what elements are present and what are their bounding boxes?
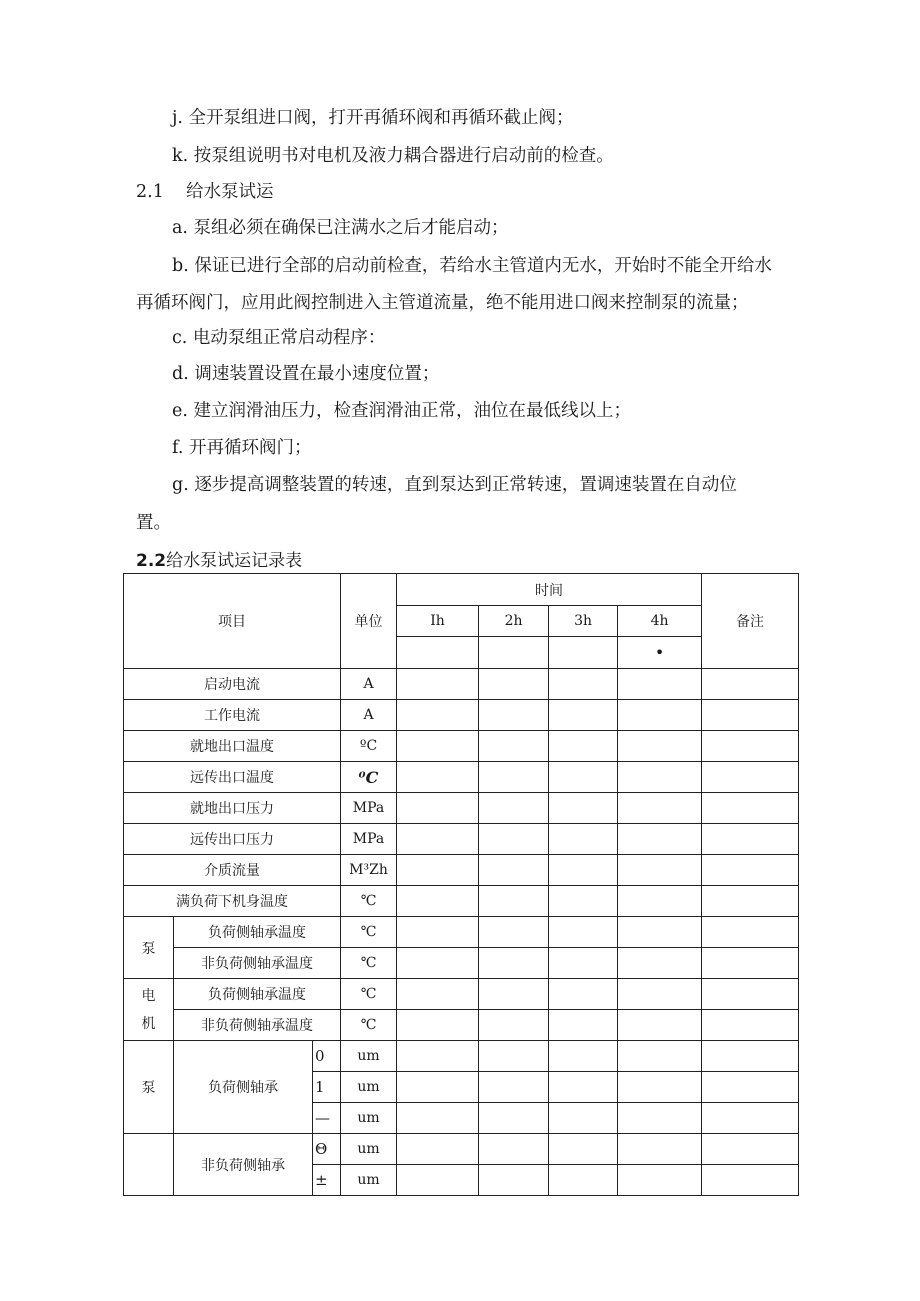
cell[interactable]	[397, 637, 479, 669]
cell[interactable]	[479, 886, 549, 917]
vib-nonload-group-cell	[124, 1134, 174, 1196]
header-dot: •	[618, 637, 702, 669]
cell[interactable]	[479, 855, 549, 886]
cell[interactable]	[479, 731, 549, 762]
cell[interactable]	[618, 762, 702, 793]
cell[interactable]	[549, 1010, 618, 1041]
cell[interactable]	[397, 1010, 479, 1041]
cell[interactable]	[618, 979, 702, 1010]
cell[interactable]	[618, 1041, 702, 1072]
vib-nonload-label: 非负荷侧轴承	[174, 1134, 313, 1196]
vib-pump-load-label: 负荷侧轴承	[174, 1041, 313, 1134]
row-unit: A	[341, 700, 397, 731]
row-unit: ℃	[341, 1010, 397, 1041]
row-unit: um	[341, 1041, 397, 1072]
trial-run-record-table	[123, 573, 799, 1196]
cell[interactable]	[618, 1103, 702, 1134]
row-unit: ℃	[341, 886, 397, 917]
pump-group-label: 泵	[124, 917, 174, 979]
motor-group-label: 电 机	[124, 979, 174, 1041]
cell[interactable]	[549, 1134, 618, 1165]
cell[interactable]	[549, 824, 618, 855]
table-title-text: 给水泵试运记录表	[166, 551, 303, 571]
cell[interactable]	[479, 824, 549, 855]
header-hour-3: 3h	[549, 606, 618, 637]
cell[interactable]	[397, 762, 479, 793]
cell[interactable]	[549, 979, 618, 1010]
row-unit: A	[341, 669, 397, 700]
table-row	[124, 1041, 799, 1072]
cell[interactable]	[397, 824, 479, 855]
cell[interactable]	[702, 1103, 799, 1134]
cell[interactable]	[618, 1134, 702, 1165]
table-row	[124, 762, 799, 793]
cell[interactable]	[702, 1165, 799, 1196]
cell[interactable]	[549, 700, 618, 731]
cell[interactable]	[618, 731, 702, 762]
cell[interactable]	[618, 1165, 702, 1196]
header-time: 时间	[397, 574, 702, 606]
cell[interactable]	[549, 793, 618, 824]
vib-symbol: —	[313, 1103, 341, 1134]
cell[interactable]	[397, 700, 479, 731]
vib-symbol: 1	[313, 1072, 341, 1103]
table-row	[124, 886, 799, 917]
section-2-1-heading	[136, 180, 274, 204]
header-hour-2: 2h	[479, 606, 549, 637]
cell[interactable]	[549, 637, 618, 669]
row-unit: ℃	[341, 979, 397, 1010]
cell[interactable]	[702, 793, 799, 824]
vib-symbol: 0	[313, 1041, 341, 1072]
cell[interactable]	[702, 1134, 799, 1165]
cell[interactable]	[702, 669, 799, 700]
table-row	[124, 1010, 799, 1041]
table-row	[124, 700, 799, 731]
cell[interactable]	[479, 669, 549, 700]
cell[interactable]	[397, 1041, 479, 1072]
cell[interactable]	[397, 1165, 479, 1196]
vib-pump-label: 泵	[124, 1041, 174, 1134]
row-label: 非负荷侧轴承温度	[174, 948, 341, 979]
row-label: 非负荷侧轴承温度	[174, 1010, 341, 1041]
header-hour-4: 4h	[618, 606, 702, 637]
row-unit: um	[341, 1072, 397, 1103]
table-row	[124, 731, 799, 762]
cell[interactable]	[702, 1072, 799, 1103]
table-header-row-1	[124, 574, 799, 606]
cell[interactable]	[479, 1165, 549, 1196]
cell[interactable]	[479, 793, 549, 824]
paragraph-b-line1: b. 保证已进行全部的启动前检查，若给水主管道内无水，开始时不能全开给水	[172, 256, 772, 276]
cell[interactable]	[397, 948, 479, 979]
cell[interactable]	[479, 1103, 549, 1134]
paragraph-e: e. 建立润滑油压力，检查润滑油正常，油位在最低线以上；	[172, 401, 631, 421]
table-row	[124, 917, 799, 948]
cell[interactable]	[549, 1072, 618, 1103]
cell[interactable]	[702, 731, 799, 762]
row-unit: ⁰C	[341, 762, 397, 793]
table-row	[124, 979, 799, 1010]
row-unit: um	[341, 1103, 397, 1134]
cell[interactable]	[549, 1041, 618, 1072]
paragraph-f: f. 开再循环阀门；	[172, 438, 312, 458]
cell[interactable]	[702, 948, 799, 979]
cell[interactable]	[549, 886, 618, 917]
cell[interactable]	[549, 669, 618, 700]
row-label: 就地出口温度	[124, 731, 341, 762]
row-label: 远传出口温度	[124, 762, 341, 793]
row-label: 负荷侧轴承温度	[174, 979, 341, 1010]
cell[interactable]	[479, 700, 549, 731]
row-unit: MPa	[341, 824, 397, 855]
cell[interactable]	[397, 917, 479, 948]
cell[interactable]	[549, 731, 618, 762]
header-item: 项目	[124, 574, 341, 669]
cell[interactable]	[702, 700, 799, 731]
cell[interactable]	[618, 1010, 702, 1041]
cell[interactable]	[618, 669, 702, 700]
row-unit: ℃	[341, 917, 397, 948]
cell[interactable]	[397, 1072, 479, 1103]
vib-symbol: ±	[313, 1165, 341, 1196]
cell[interactable]	[479, 979, 549, 1010]
paragraph-b-line2: 再循环阀门，应用此阀控制进入主管道流量，绝不能用进口阀来控制泵的流量；	[136, 293, 749, 313]
table-row	[124, 855, 799, 886]
paragraph-c: c. 电动泵组正常启动程序：	[172, 328, 386, 348]
cell[interactable]	[479, 917, 549, 948]
row-label: 工作电流	[124, 700, 341, 731]
cell[interactable]	[702, 1010, 799, 1041]
table-title	[136, 550, 302, 572]
cell[interactable]	[702, 886, 799, 917]
vib-symbol: Θ	[313, 1134, 341, 1165]
cell[interactable]	[618, 793, 702, 824]
table-row	[124, 948, 799, 979]
row-label: 负荷侧轴承温度	[174, 917, 341, 948]
cell[interactable]	[397, 669, 479, 700]
paragraph-a: a. 泵组必须在确保已注满水之后才能启动；	[172, 218, 509, 238]
table-row	[124, 669, 799, 700]
cell[interactable]	[549, 948, 618, 979]
row-label: 启动电流	[124, 669, 341, 700]
cell[interactable]	[397, 1103, 479, 1134]
cell[interactable]	[397, 1134, 479, 1165]
section-2-1-title: 给水泵试运	[186, 182, 274, 202]
row-unit: um	[341, 1165, 397, 1196]
paragraph-k: k. 按泵组说明书对电机及液力耦合器进行启动前的检查。	[172, 146, 614, 166]
cell[interactable]	[479, 637, 549, 669]
header-remark: 备注	[702, 574, 799, 669]
row-unit: ºC	[341, 731, 397, 762]
row-unit: um	[341, 1134, 397, 1165]
cell[interactable]	[702, 917, 799, 948]
cell[interactable]	[702, 979, 799, 1010]
cell[interactable]	[618, 855, 702, 886]
cell[interactable]	[549, 1103, 618, 1134]
cell[interactable]	[479, 762, 549, 793]
paragraph-d: d. 调速装置设置在最小速度位置；	[172, 364, 440, 384]
table-title-number: 2.2	[136, 551, 167, 571]
header-hour-1: Ih	[397, 606, 479, 637]
row-unit: ℃	[341, 948, 397, 979]
cell[interactable]	[618, 824, 702, 855]
cell[interactable]	[397, 979, 479, 1010]
paragraph-g-line1: g. 逐步提高调整装置的转速，直到泵达到正常转速，置调速装置在自动位	[172, 475, 737, 495]
cell[interactable]	[549, 1165, 618, 1196]
cell[interactable]	[397, 855, 479, 886]
cell[interactable]	[549, 917, 618, 948]
cell[interactable]	[702, 824, 799, 855]
section-2-1-number: 2.1	[136, 182, 164, 202]
cell[interactable]	[479, 948, 549, 979]
cell[interactable]	[618, 700, 702, 731]
paragraph-j: j. 全开泵组进口阀，打开再循环阀和再循环截止阀；	[172, 108, 574, 128]
table-row	[124, 824, 799, 855]
cell[interactable]	[702, 762, 799, 793]
cell[interactable]	[702, 1041, 799, 1072]
cell[interactable]	[397, 731, 479, 762]
cell[interactable]	[618, 1072, 702, 1103]
cell[interactable]	[397, 886, 479, 917]
paragraph-g-line2: 置。	[136, 513, 171, 533]
header-unit: 单位	[341, 574, 397, 669]
cell[interactable]	[618, 948, 702, 979]
row-label: 介质流量	[124, 855, 341, 886]
cell[interactable]	[479, 1041, 549, 1072]
row-label: 满负荷下机身温度	[124, 886, 341, 917]
row-unit: M³Zh	[341, 855, 397, 886]
table-row	[124, 1134, 799, 1165]
row-label: 就地出口压力	[124, 793, 341, 824]
cell[interactable]	[479, 1010, 549, 1041]
cell[interactable]	[549, 855, 618, 886]
cell[interactable]	[397, 793, 479, 824]
table-row	[124, 793, 799, 824]
cell[interactable]	[618, 917, 702, 948]
cell[interactable]	[479, 1134, 549, 1165]
row-label: 远传出口压力	[124, 824, 341, 855]
row-unit: MPa	[341, 793, 397, 824]
cell[interactable]	[618, 886, 702, 917]
cell[interactable]	[702, 855, 799, 886]
cell[interactable]	[549, 762, 618, 793]
cell[interactable]	[479, 1072, 549, 1103]
